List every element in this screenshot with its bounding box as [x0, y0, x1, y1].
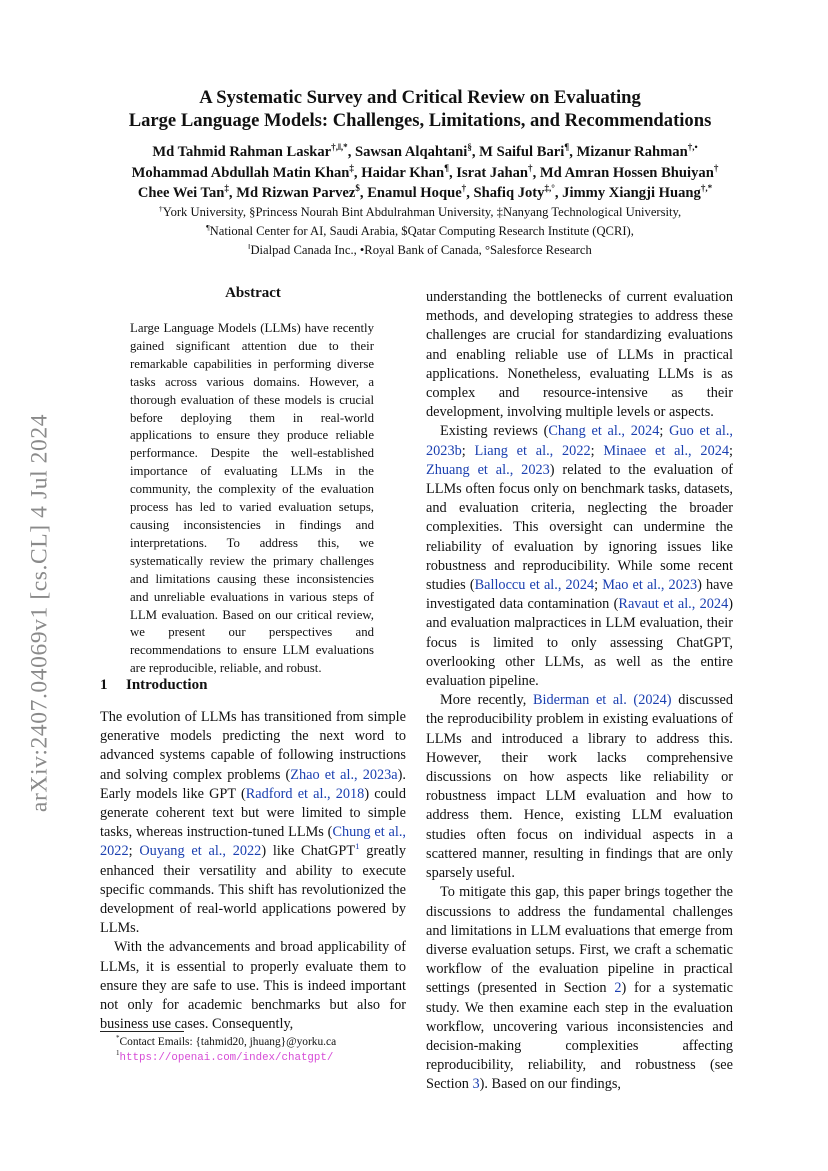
footnote-mark: * — [116, 1034, 120, 1043]
section-ref-link[interactable]: 3 — [472, 1076, 480, 1093]
author-line-1: Md Tahmid Rahman Laskar†,‖,*, Sawsan Alqahtani§, M Saiful Bari¶, Mizanur Rahman†,• — [152, 142, 698, 160]
footnote-ref[interactable]: 1 — [355, 841, 360, 852]
citation-link[interactable]: Ravaut et al., 2024 — [618, 596, 729, 613]
author-name: Shafiq Joty — [473, 185, 545, 201]
author-line-2: Mohammad Abdullah Matin Khan‡, Haidar Khan¶, Israt Jahan†, Md Amran Hossen Bhuiyan† — [131, 162, 719, 181]
affiliations — [100, 203, 740, 260]
author-name: Md Amran Hossen Bhuiyan — [539, 164, 714, 181]
author-name: Mohammad Abdullah Matin Khan — [131, 164, 350, 181]
citation-link[interactable]: Mao et al., 2023 — [602, 577, 698, 594]
footnote-url — [100, 1050, 406, 1066]
citation-link[interactable]: Zhuang et al., 2023 — [426, 461, 550, 478]
affiliation-mark: ¶ — [206, 222, 210, 232]
citation-link[interactable]: Chang et al., 2024 — [548, 423, 660, 440]
citation-link[interactable]: Balloccu et al., 2024 — [474, 577, 595, 594]
author-mark: ‡ — [349, 162, 354, 173]
footnote-rule — [100, 1031, 184, 1032]
author-mark: $ — [355, 183, 360, 194]
title-line-1: A Systematic Survey and Critical Review on Evaluating — [199, 87, 641, 108]
author-mark: † — [713, 162, 719, 173]
author-mark: †,* — [700, 183, 713, 194]
author-name: Mizanur Rahman — [576, 144, 688, 160]
affiliation-mark: ‖ — [248, 241, 251, 251]
author-name: Israt Jahan — [456, 164, 529, 181]
citation-link[interactable]: Ouyang et al., 2022 — [139, 843, 262, 860]
citation-link[interactable]: Liang et al., 2022 — [474, 442, 591, 459]
author-mark: †,‖,* — [331, 142, 348, 153]
author-mark: †,• — [687, 142, 698, 153]
author-name: Jimmy Xiangji Huang — [562, 185, 701, 201]
citation-link[interactable]: Biderman et al. (2024) — [532, 692, 672, 709]
right-paragraph-2: Existing reviews (Chang et al., 2024; Guo et al., 2023b; Liang et al., 2022; Minaee et al., 2024; Zhuang et al., 2023) related to the evaluation of LLMs often focus only on benchmark tasks, datasets, and evaluation criteria, neglecting the broader complexities. This oversight can undermine the reliability of evaluation by ignoring issues like robustness and reproducibility. While some recent studies (Balloccu et al., 2024; Mao et al., 2023) have investigated data contamination (Ravaut et al., 2024) and evaluation malpractices in LLM evaluation, their focus is limited to only assessing ChatGPT, overlooking other LLMs, as well as the entire evaluation pipeline. — [426, 423, 734, 690]
citation-link[interactable]: Zhao et al., 2023a — [290, 766, 398, 783]
affiliation-line-1: †York University, §Princess Nourah Bint Abdulrahman University, ‡Nanyang Technological University, — [158, 203, 682, 219]
intro-paragraph-2: With the advancements and broad applicability of LLMs, it is essential to properly evaluate them to ensure they are safe to use. This is indeed important not only for academic benchmarks but also for business use cases. Consequently, — [100, 939, 406, 1033]
citation-link[interactable]: Radford et al., 2018 — [245, 785, 365, 802]
right-column-body — [426, 288, 733, 1095]
section-title: Introduction — [126, 677, 208, 693]
right-paragraph-4: To mitigate this gap, this paper brings together the discussions to address the fundamental challenges and limitations in LLM evaluations that emerge from diverse evaluation setups. First, we craft a schematic workflow of the evaluation pipeline in practical settings (presented in Section 2) for a systematic study. We then examine each step in the evaluation workflow, uncovering various inconsistencies and decision-making complexities affecting reproducibility, reliability, and robustness (see Section 3). Based on our findings, — [426, 884, 733, 1093]
footnote-contact: *Contact Emails: {tahmid20, jhuang}@yorku.ca — [116, 1034, 337, 1048]
author-name: Md Rizwan Parvez — [236, 185, 356, 201]
author-mark: ¶ — [564, 142, 570, 153]
author-mark: ¶ — [444, 162, 449, 173]
author-list — [80, 142, 770, 204]
footnote-mark: 1 — [116, 1049, 120, 1058]
section-heading — [100, 677, 207, 694]
left-column-body — [100, 708, 406, 1034]
citation-link[interactable]: Chung et al., 2022 — [100, 824, 406, 860]
author-name: Sawsan Alqahtani — [354, 144, 468, 160]
citation-link[interactable]: Minaee et al., 2024 — [603, 442, 730, 459]
author-mark: § — [467, 142, 472, 153]
author-line-3: Chee Wei Tan‡, Md Rizwan Parvez$, Enamul Hoque†, Shafiq Joty‡,°, Jimmy Xiangji Huang†,* — [137, 183, 713, 201]
abstract-heading: Abstract — [225, 285, 281, 301]
footnotes — [100, 1035, 406, 1066]
author-mark: † — [528, 162, 533, 173]
affiliation-line-2: ¶National Center for AI, Saudi Arabia, $Qatar Computing Research Institute (QCRI), — [206, 222, 634, 238]
arxiv-identifier: arXiv:2407.04069v1 [cs.CL] 4 Jul 2024 — [26, 413, 53, 813]
author-mark: ‡,° — [544, 183, 555, 194]
author-name: M Saiful Bari — [479, 144, 565, 160]
intro-paragraph-1: The evolution of LLMs has transitioned from simple generative models predicting the next word to advanced systems capable of following instructions and solving complex problems (Zhao et al., 2023a). Early models like GPT (Radford et al., 2018) could generate coherent text but were limited to simple tasks, whereas instruction-tuned LLMs (Chung et al., 2022; Ouyang et al., 2022) like ChatGPT$^1$ greatly enhanced their versatility and ability to execute specific commands. This shift has revolutionized the development of real-world applications powered by LLMs. — [100, 709, 406, 937]
section-ref-link[interactable]: 2 — [614, 980, 622, 997]
abstract-text: Large Language Models (LLMs) have recently gained significant attention due to their remarkable capabilities in performing diverse tasks across various domains. However, a thorough evaluation of these models is crucial before deploying them in real-world applications to ensure they produce reliable performance. Despite the well-established importance of evaluating LLMs in the community, the complexity of the evaluation process has led to varied evaluation setups, causing inconsistencies in findings and interpretations. To address this, we systematically review the primary challenges and limitations causing these inconsistencies and unreliable evaluations in various steps of LLM evaluation. Based on our critical review, we present our perspectives and recommendations to ensure LLM evaluations are reproducible, reliable, and robust. — [130, 321, 374, 676]
paper-title — [110, 86, 730, 132]
author-mark: ‡ — [224, 183, 229, 194]
affiliation-line-3: ‖Dialpad Canada Inc., •Royal Bank of Canada, °Salesforce Research — [248, 241, 592, 257]
author-name: Enamul Hoque — [367, 185, 462, 201]
author-mark: † — [461, 183, 467, 194]
title-line-2: Large Language Models: Challenges, Limitations, and Recommendations — [128, 110, 712, 131]
section-number: 1 — [100, 677, 108, 693]
right-paragraph-1: understanding the bottlenecks of current evaluation methods, and developing strategies to address these challenges are crucial for standardizing evaluations and enabling reliable use of LLMs in practical applications. Nonetheless, evaluating LLMs is as complex and resource-intensive as their development, involving multiple levels or aspects. — [426, 289, 733, 421]
author-name: Chee Wei Tan — [137, 185, 225, 201]
affiliation-mark: † — [158, 203, 163, 213]
author-name: Md Tahmid Rahman Laskar — [152, 144, 332, 160]
author-name: Haidar Khan — [361, 164, 445, 181]
url-link[interactable]: https://openai.com/index/chatgpt/ — [119, 1052, 334, 1064]
arxiv-side-stamp — [18, 378, 62, 848]
citation-link[interactable]: Guo et al., 2023b — [426, 423, 734, 459]
right-paragraph-3: More recently, Biderman et al. (2024) discussed the reproducibility problem in existing evaluations of LLMs and introduced a library to address this. However, their work lacks comprehensive discussions on how aspects like reliability or robustness impact LLM evaluation and how to address them. Hence, existing LLM evaluation studies often focus on individual aspects in a scattered manner, resulting in findings that are only sparsely useful. — [426, 692, 733, 882]
